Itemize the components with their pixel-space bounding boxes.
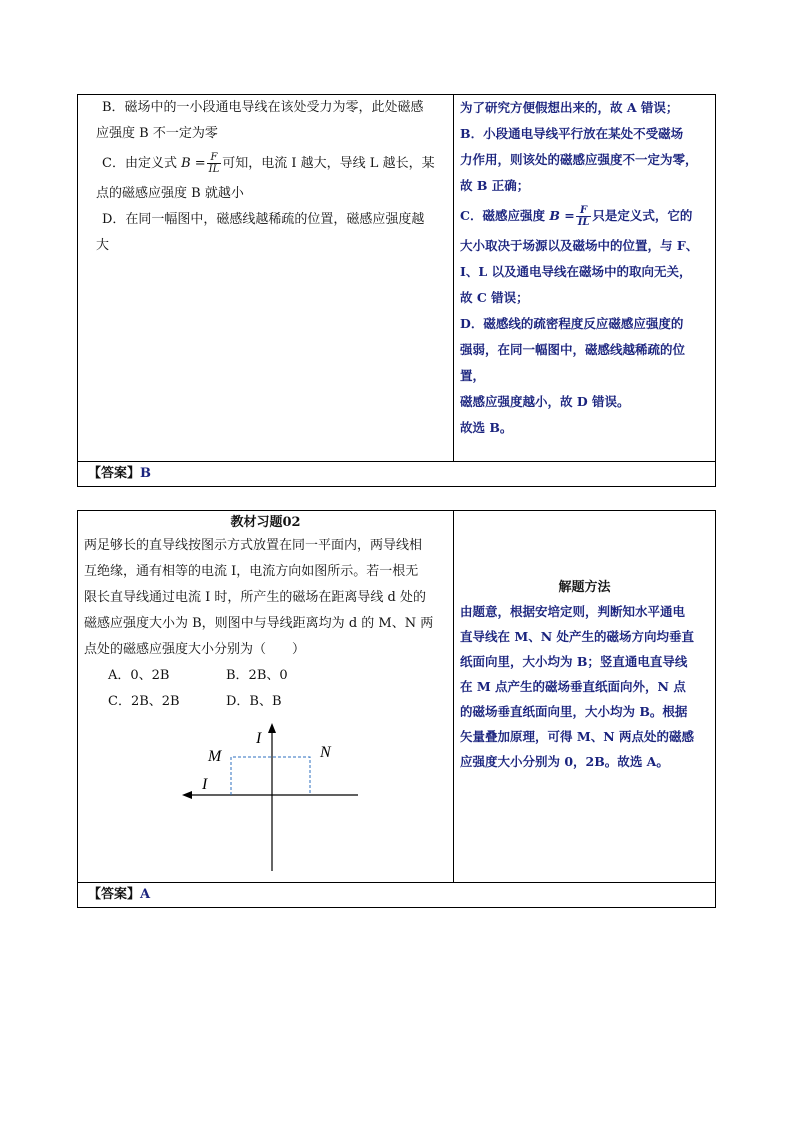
method-line: 矢量叠加原理，可得 M、N 两点处的磁感 xyxy=(460,729,694,744)
expl-formula-lhs: B = xyxy=(549,208,575,223)
expl-frac-denominator: IL xyxy=(577,217,590,228)
option-b-line1: B．磁场中的一小段通电导线在该处受力为零，此处磁感 xyxy=(102,100,424,115)
expl-line: D．磁感线的疏密程度反应磁感应强度的 xyxy=(460,316,684,331)
expl-line: 大小取决于场源以及磁场中的位置，与 F、 xyxy=(460,238,699,253)
label-i-horizontal: I xyxy=(202,776,208,793)
vertical-current-arrow xyxy=(268,723,276,733)
label-i-vertical: I xyxy=(256,730,262,747)
method-line: 直导线在 M、N 处产生的磁场方向均垂直 xyxy=(460,629,694,644)
frac-numerator: F xyxy=(207,152,222,164)
options-row-2 xyxy=(84,689,447,715)
method-line: 的磁场垂直纸面向里，大小均为 B。根据 xyxy=(460,704,688,719)
method-line: 在 M 点产生的磁场垂直纸面向外，N 点 xyxy=(460,679,686,694)
option-d-line2: 大 xyxy=(96,238,110,253)
method-line: 由题意，根据安培定则，判断知水平通电 xyxy=(460,604,686,619)
option-c-prefix: C．由定义式 xyxy=(102,156,177,171)
expl-line: 故 C 错误； xyxy=(460,290,529,305)
dashed-box xyxy=(231,757,310,795)
option-c xyxy=(102,147,447,181)
expl-line: 强弱，在同一幅图中，磁感线越稀疏的位置， xyxy=(460,342,686,383)
expl-line5-prefix: C．磁感应强度 xyxy=(460,208,545,223)
expl-line: I、L 以及通电导线在磁场中的取向无关， xyxy=(460,264,692,279)
frac-denominator: IL xyxy=(208,164,220,175)
expl-line: 为了研究方便假想出来的，故 A 错误； xyxy=(460,100,679,115)
formula-lhs: B = xyxy=(181,156,206,171)
problem1-answer-row xyxy=(78,462,715,486)
problem2-answer-row xyxy=(78,883,715,907)
option-b: B．2B、0 xyxy=(226,668,288,683)
expl-line: 故 B 正确； xyxy=(460,178,530,193)
expl-line-formula xyxy=(460,199,709,233)
method-line: 应强度大小分别为 0，2B。故选 A。 xyxy=(460,754,669,769)
problem1-content-row xyxy=(78,95,715,462)
label-m: M xyxy=(208,748,222,765)
answer-label: 【答案】 xyxy=(88,466,141,481)
option-c-suffix: 可知，电流 I 越大，导线 L 越长，某 xyxy=(222,156,435,171)
expl-line5-suffix: 只是定义式，它的 xyxy=(592,208,693,223)
stem-line: 限长直导线通过电流 I 时，所产生的磁场在距离导线 d 处的 xyxy=(84,590,426,605)
stem-line: 磁感应强度大小为 B，则图中与导线距离均为 d 的 M、N 两 xyxy=(84,616,434,631)
expl-line: 磁感应强度越小，故 D 错误。 xyxy=(460,394,630,409)
option-c: C．2B、2B xyxy=(108,694,180,709)
answer-value: B xyxy=(140,466,152,481)
option-a: A．0、2B xyxy=(108,668,170,683)
problem2-title: 教材习题02 xyxy=(230,515,301,530)
answer-label: 【答案】 xyxy=(88,887,141,902)
expl-line: B．小段通电导线平行放在某处不受磁场 xyxy=(460,126,684,141)
stem-line: 点处的磁感应强度大小分别为（ ） xyxy=(84,642,306,657)
problem1-table xyxy=(77,94,716,487)
answer-value: A xyxy=(140,887,151,902)
label-n: N xyxy=(320,744,331,761)
stem-line: 互绝缘，通有相等的电流 I，电流方向如图所示。若一根无 xyxy=(84,564,419,579)
expl-formula-fraction xyxy=(576,205,592,228)
horizontal-current-arrow xyxy=(182,791,192,799)
stem-line: 两足够长的直导线按图示方式放置在同一平面内，两导线相 xyxy=(84,538,423,553)
option-d: D．B、B xyxy=(226,694,282,709)
formula-fraction xyxy=(207,152,222,175)
expl-line: 故选 B。 xyxy=(460,420,513,435)
options-row-1 xyxy=(84,663,447,689)
problem2-method-cell xyxy=(454,511,715,882)
problem2-question-cell xyxy=(78,511,454,882)
problem1-explanation-cell xyxy=(454,95,715,461)
problem2-content-row xyxy=(78,511,715,883)
method-title: 解题方法 xyxy=(558,580,611,595)
method-line: 纸面向里，大小均为 B；竖直通电直导线 xyxy=(460,654,688,669)
option-b-line2: 应强度 B 不一定为零 xyxy=(96,126,218,141)
expl-line: 力作用，则该处的磁感应强度不一定为零， xyxy=(460,152,698,167)
wire-diagram xyxy=(178,721,378,871)
option-d-line1: D．在同一幅图中，磁感线越稀疏的位置，磁感应强度越 xyxy=(102,212,425,227)
problem1-question-cell xyxy=(78,95,454,461)
option-c-line2: 点的磁感应强度 B 就越小 xyxy=(96,186,244,201)
expl-frac-numerator: F xyxy=(576,205,592,217)
problem2-table xyxy=(77,510,716,908)
